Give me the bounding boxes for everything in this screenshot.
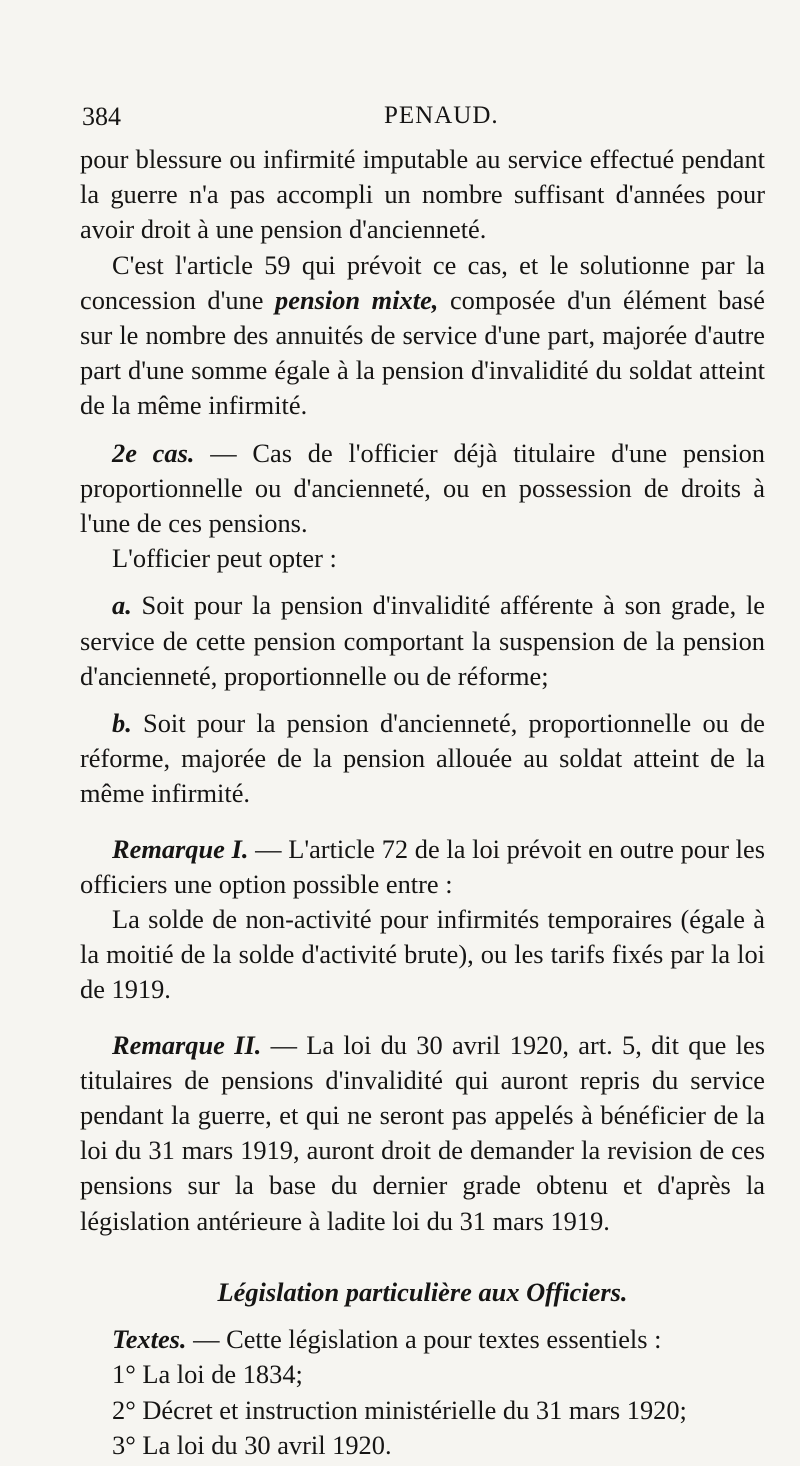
paragraph xyxy=(80,706,765,812)
page-header xyxy=(82,102,760,142)
list-item: 2° Décret et instruction ministérielle du 31 mars 1920; xyxy=(112,1394,687,1425)
paragraph-text: Soit pour la pension d'ancienneté, proportionnelle ou de réforme, majorée de la pension allouée au soldat atteint de la même infirmité. xyxy=(80,708,765,809)
page-number: 384 xyxy=(82,102,121,131)
paragraph-text: — Cette législation a pour textes essentiels : xyxy=(186,1324,662,1355)
running-head: PENAUD. xyxy=(384,102,499,129)
list-item: 3° La loi du 30 avril 1920. xyxy=(112,1429,392,1460)
option-marker: a. xyxy=(112,590,132,621)
remark-marker: Remarque II. xyxy=(112,1029,262,1060)
paragraph-text: composée d'un élément basé sur le nombre des annuités de service d'une part, majorée d'autre part d'une somme égale à la pension d'invalidité du soldat atteint de la même infirmité. xyxy=(80,284,765,421)
paragraph-text: — Cas de l'officier déjà titulaire d'une pension proportionnelle ou d'ancienneté, ou en possession de droits à l'une de ces pensions. xyxy=(80,437,765,539)
paragraph xyxy=(80,832,765,902)
list-item: 1° La loi de 1834; xyxy=(112,1359,303,1390)
paragraph: La solde de non-activité pour infirmités temporaires (égale à la moitié de la solde d'activité brute), ou les tarifs fixés par la loi de 1919. xyxy=(80,904,765,1005)
paragraph xyxy=(80,248,765,424)
texts-marker: Textes. xyxy=(112,1324,187,1355)
paragraph-text: Soit pour la pension d'invalidité afférente à son grade, le service de cette pension comportant la suspension de la pension d'ancienneté, proportionnelle ou de réforme; xyxy=(80,590,765,691)
case-marker: 2e cas. xyxy=(112,437,195,468)
section-title: Législation particulière aux Officiers. xyxy=(217,1276,628,1307)
page-body xyxy=(80,142,765,1463)
paragraph xyxy=(80,436,765,542)
option-marker: b. xyxy=(112,708,132,739)
paragraph: L'officier peut opter : xyxy=(112,543,337,574)
emphasis-text: pension mixte, xyxy=(275,284,439,315)
paragraph xyxy=(80,1028,765,1239)
remark-marker: Remarque I. xyxy=(112,833,249,864)
paragraph xyxy=(80,588,765,694)
paragraph-text: — L'article 72 de la loi prévoit en outre pour les officiers une option possible entre : xyxy=(80,833,765,899)
paragraph-text: C'est l'article 59 qui prévoit ce cas, et le solutionne par la concession d'une xyxy=(80,249,765,315)
paragraph xyxy=(80,1322,765,1357)
paragraph-text: — La loi du 30 avril 1920, art. 5, dit que les titulaires de pensions d'invalidité qui auront repris du service pendant la guerre, et qui ne seront pas appelés à bénéficier de la loi du 31 mars 1919, auront droit de demander la revision de ces pensions sur la base du dernier grade obtenu et d'après la législation antérieure à ladite loi du 31 mars 1919. xyxy=(80,1029,765,1236)
paragraph: pour blessure ou infirmité imputable au service effectué pendant la guerre n'a pas accompli un nombre suffisant d'années pour avoir droit à une pension d'ancienneté. xyxy=(80,144,765,245)
